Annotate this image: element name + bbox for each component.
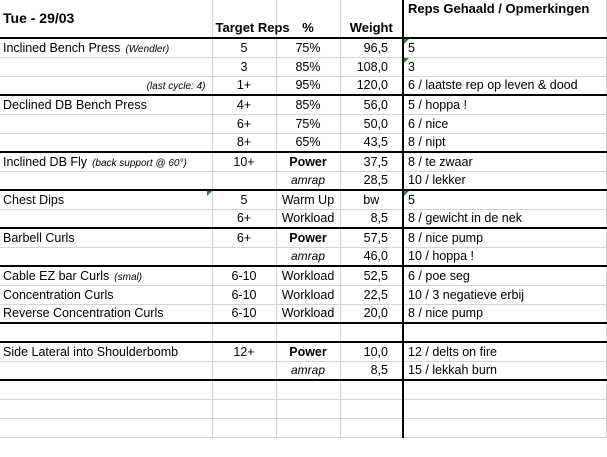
target-reps-cell[interactable]: 6-10 <box>212 285 276 304</box>
result-cell[interactable] <box>403 171 606 190</box>
exercise-note: (back support @ 60°) <box>92 157 187 169</box>
percent-cell[interactable] <box>276 380 340 399</box>
target-reps-cell[interactable] <box>212 247 276 266</box>
result-cell[interactable] <box>403 38 606 57</box>
table-row <box>0 323 606 342</box>
result-text: 8 / gewicht in de nek <box>408 211 522 226</box>
table-row <box>0 380 606 399</box>
comment-marker-icon <box>404 58 409 63</box>
result-text: 10 / lekker <box>408 173 466 188</box>
exercise-cell[interactable] <box>0 76 212 95</box>
weight-cell[interactable]: bw <box>340 190 403 209</box>
weight-cell[interactable]: 108,0 <box>340 57 403 76</box>
weight-cell[interactable]: 28,5 <box>340 171 403 190</box>
table-row <box>0 342 606 361</box>
target-reps-cell[interactable] <box>212 171 276 190</box>
weight-cell[interactable]: 50,0 <box>340 114 403 133</box>
table-row <box>0 228 606 247</box>
result-cell[interactable] <box>403 323 606 342</box>
table-row <box>0 95 606 114</box>
result-text: 6 / laatste rep op leven & dood <box>408 78 578 93</box>
exercise-name: Reverse Concentration Curls <box>3 306 164 321</box>
exercise-name: Concentration Curls <box>3 287 114 302</box>
date-header[interactable]: Tue - 29/03 <box>0 0 212 38</box>
target-reps-cell[interactable]: 6-10 <box>212 266 276 285</box>
percent-cell[interactable] <box>276 399 340 418</box>
weight-header[interactable]: Weight <box>340 0 403 38</box>
target-reps-cell[interactable]: 1+ <box>212 76 276 95</box>
exercise-cell[interactable] <box>0 228 212 247</box>
table-row <box>0 209 606 228</box>
target-reps-cell[interactable]: 6+ <box>212 228 276 247</box>
result-cell[interactable] <box>403 285 606 304</box>
result-cell[interactable] <box>403 190 606 209</box>
result-cell[interactable] <box>403 247 606 266</box>
exercise-note: (last cycle: 4) <box>146 81 206 93</box>
result-cell[interactable] <box>403 133 606 152</box>
weight-cell[interactable]: 8,5 <box>340 361 403 380</box>
table-row <box>0 361 606 380</box>
percent-cell[interactable]: Power <box>276 152 340 171</box>
exercise-cell[interactable] <box>0 380 212 399</box>
percent-cell[interactable]: 75% <box>276 114 340 133</box>
result-text: 10 / 3 negatieve erbij <box>408 287 525 302</box>
target-reps-cell[interactable]: 5 <box>212 38 276 57</box>
exercise-cell[interactable] <box>0 95 212 114</box>
exercise-name: Barbell Curls <box>3 230 75 245</box>
exercise-cell[interactable] <box>0 57 212 76</box>
result-text: 15 / lekkah burn <box>408 363 497 378</box>
exercise-name: Side Lateral into Shoulderbomb <box>3 344 179 359</box>
weight-cell[interactable]: 57,5 <box>340 228 403 247</box>
percent-cell[interactable]: Power <box>276 342 340 361</box>
result-cell[interactable] <box>403 304 606 323</box>
result-text: 8 / te zwaar <box>408 154 473 169</box>
result-text: 5 <box>408 192 415 207</box>
result-text: 8 / nice pump <box>408 306 484 321</box>
exercise-cell[interactable] <box>0 266 212 285</box>
result-cell[interactable] <box>403 57 606 76</box>
target-reps-cell[interactable]: 8+ <box>212 133 276 152</box>
result-text: 8 / nipt <box>408 135 446 150</box>
header-row <box>0 0 606 38</box>
target-reps-cell[interactable]: 3 <box>212 57 276 76</box>
exercise-name: Declined DB Bench Press <box>3 97 147 112</box>
percent-cell[interactable]: amrap <box>276 247 340 266</box>
table-row <box>0 190 606 209</box>
weight-cell[interactable]: 20,0 <box>340 304 403 323</box>
table-row <box>0 114 606 133</box>
exercise-name: Inclined Bench Press <box>3 40 121 55</box>
result-text: 3 <box>408 59 415 74</box>
target-reps-cell[interactable]: 6+ <box>212 114 276 133</box>
percent-cell[interactable] <box>276 323 340 342</box>
weight-cell[interactable]: 56,0 <box>340 95 403 114</box>
exercise-cell[interactable] <box>0 190 212 209</box>
table-row <box>0 171 606 190</box>
weight-cell[interactable]: 120,0 <box>340 76 403 95</box>
weight-cell[interactable] <box>340 323 403 342</box>
target-reps-cell[interactable]: 10+ <box>212 152 276 171</box>
result-cell[interactable] <box>403 76 606 95</box>
percent-cell[interactable] <box>276 418 340 437</box>
exercise-cell[interactable] <box>0 209 212 228</box>
table-row <box>0 285 606 304</box>
result-cell[interactable] <box>403 209 606 228</box>
result-cell[interactable] <box>403 380 606 399</box>
exercise-cell[interactable] <box>0 247 212 266</box>
result-cell[interactable] <box>403 361 606 380</box>
weight-cell[interactable]: 52,5 <box>340 266 403 285</box>
table-row <box>0 247 606 266</box>
exercise-cell[interactable] <box>0 152 212 171</box>
weight-cell[interactable]: 46,0 <box>340 247 403 266</box>
weight-cell[interactable]: 10,0 <box>340 342 403 361</box>
weight-cell[interactable]: 43,5 <box>340 133 403 152</box>
result-cell[interactable] <box>403 95 606 114</box>
result-text: 5 / hoppa ! <box>408 97 468 112</box>
percent-cell[interactable]: 85% <box>276 95 340 114</box>
exercise-cell[interactable] <box>0 361 212 380</box>
weight-cell[interactable]: 37,5 <box>340 152 403 171</box>
percent-cell[interactable]: Workload <box>276 209 340 228</box>
target-reps-cell[interactable]: 6-10 <box>212 304 276 323</box>
percent-cell[interactable]: 75% <box>276 38 340 57</box>
percent-cell[interactable]: Warm Up <box>276 190 340 209</box>
result-text: 5 <box>408 40 415 55</box>
weight-cell[interactable]: 96,5 <box>340 38 403 57</box>
percent-header[interactable]: % <box>276 0 340 38</box>
result-cell[interactable] <box>403 228 606 247</box>
target-reps-cell[interactable] <box>212 380 276 399</box>
exercise-cell[interactable] <box>0 285 212 304</box>
table-row <box>0 57 606 76</box>
exercise-note: (smal) <box>114 271 143 283</box>
reps-done-header[interactable]: Reps Gehaald / Opmerkingen <box>403 0 606 38</box>
target-reps-cell[interactable]: 4+ <box>212 95 276 114</box>
table-row <box>0 266 606 285</box>
result-text: 6 / nice <box>408 116 449 131</box>
target-reps-cell[interactable] <box>212 399 276 418</box>
percent-cell[interactable]: 85% <box>276 57 340 76</box>
weight-cell[interactable] <box>340 399 403 418</box>
table-row <box>0 133 606 152</box>
result-cell[interactable] <box>403 152 606 171</box>
result-text: 10 / hoppa ! <box>408 249 475 264</box>
target-reps-cell[interactable] <box>212 323 276 342</box>
table-row <box>0 304 606 323</box>
weight-cell[interactable]: 8,5 <box>340 209 403 228</box>
table-row <box>0 76 606 95</box>
result-text: 8 / nice pump <box>408 230 484 245</box>
result-cell[interactable] <box>403 418 606 437</box>
exercise-name: Inclined DB Fly <box>3 154 88 169</box>
exercise-cell[interactable] <box>0 323 212 342</box>
exercise-name: Cable EZ bar Curls <box>3 268 110 283</box>
exercise-cell[interactable] <box>0 342 212 361</box>
exercise-cell[interactable] <box>0 399 212 418</box>
target-reps-header[interactable]: Target Reps <box>212 0 276 38</box>
exercise-cell[interactable] <box>0 171 212 190</box>
exercise-cell[interactable] <box>0 418 212 437</box>
result-text: 6 / poe seg <box>408 268 470 283</box>
exercise-note: (Wendler) <box>125 43 170 55</box>
target-reps-cell[interactable]: 5 <box>212 190 276 209</box>
weight-cell[interactable] <box>340 380 403 399</box>
percent-cell[interactable]: 95% <box>276 76 340 95</box>
target-reps-cell[interactable]: 6+ <box>212 209 276 228</box>
percent-cell[interactable]: Workload <box>276 304 340 323</box>
target-reps-cell[interactable] <box>212 361 276 380</box>
percent-cell[interactable]: Workload <box>276 285 340 304</box>
result-cell[interactable] <box>403 342 606 361</box>
table-row <box>0 38 606 57</box>
exercise-cell[interactable] <box>0 133 212 152</box>
table-row <box>0 399 606 418</box>
percent-cell[interactable]: 65% <box>276 133 340 152</box>
result-cell[interactable] <box>403 266 606 285</box>
comment-marker-icon <box>404 191 409 196</box>
percent-cell[interactable]: amrap <box>276 171 340 190</box>
percent-cell[interactable]: amrap <box>276 361 340 380</box>
result-cell[interactable] <box>403 114 606 133</box>
percent-cell[interactable]: Workload <box>276 266 340 285</box>
exercise-name: Chest Dips <box>3 192 65 207</box>
target-reps-cell[interactable]: 12+ <box>212 342 276 361</box>
exercise-cell[interactable] <box>0 38 212 57</box>
target-reps-cell[interactable] <box>212 418 276 437</box>
table-row <box>0 152 606 171</box>
comment-marker-icon <box>207 191 212 196</box>
result-text: 12 / delts on fire <box>408 344 497 359</box>
exercise-cell[interactable] <box>0 114 212 133</box>
table-row <box>0 418 606 437</box>
percent-cell[interactable]: Power <box>276 228 340 247</box>
weight-cell[interactable] <box>340 418 403 437</box>
result-cell[interactable] <box>403 399 606 418</box>
weight-cell[interactable]: 22,5 <box>340 285 403 304</box>
exercise-cell[interactable] <box>0 304 212 323</box>
comment-marker-icon <box>404 39 409 44</box>
